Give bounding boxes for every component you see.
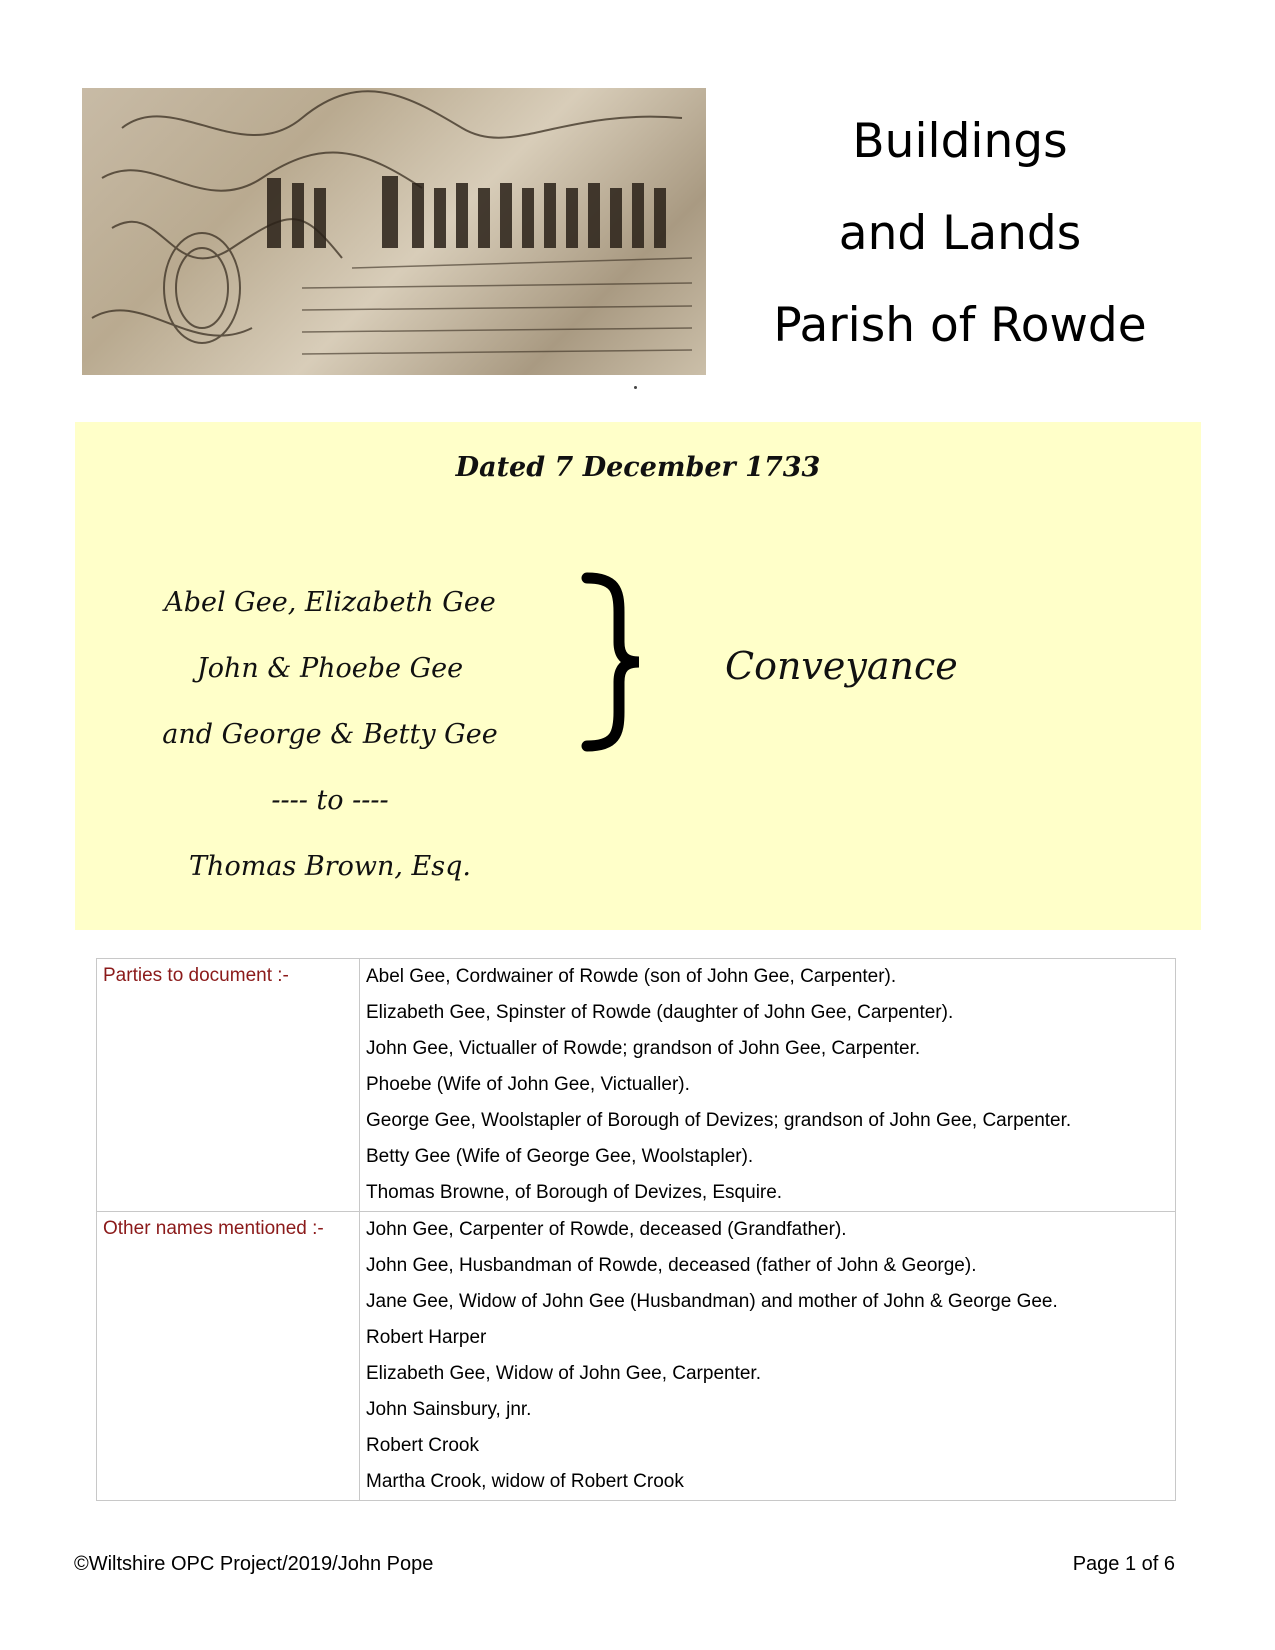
row-entries <box>360 959 1176 1212</box>
list-item: Martha Crook, widow of Robert Crook <box>366 1471 684 1492</box>
row-label: Other names mentioned :- <box>97 1212 360 1501</box>
table-row <box>97 959 1176 1212</box>
list-item: Thomas Browne, of Borough of Devizes, Esquire. <box>366 1182 783 1203</box>
list-item: Elizabeth Gee, Spinster of Rowde (daughter of John Gee, Carpenter). <box>366 1002 954 1023</box>
list-item: Betty Gee (Wife of George Gee, Woolstapler). <box>366 1146 754 1167</box>
table-row <box>97 1212 1176 1501</box>
party-line-1: Abel Gee, Elizabeth Gee <box>164 587 496 618</box>
list-item: John Sainsbury, jnr. <box>366 1399 532 1420</box>
row-entries <box>360 1212 1176 1501</box>
names-table <box>96 958 1176 1501</box>
document-type: Conveyance <box>725 644 958 688</box>
row-label: Parties to document :- <box>97 959 360 1212</box>
document-date: Dated 7 December 1733 <box>455 452 821 483</box>
page-number: Page 1 of 6 <box>1072 1553 1175 1575</box>
list-item: Abel Gee, Cordwainer of Rowde (son of John Gee, Carpenter). <box>366 966 897 987</box>
list-item: John Gee, Victualler of Rowde; grandson of John Gee, Carpenter. <box>366 1038 921 1059</box>
party-line-3: and George & Betty Gee <box>162 719 498 750</box>
list-item: George Gee, Woolstapler of Borough of Devizes; grandson of John Gee, Carpenter. <box>366 1110 1072 1131</box>
title-line-1: Buildings <box>852 114 1068 169</box>
copyright-notice: ©Wiltshire OPC Project/2019/John Pope <box>74 1553 434 1575</box>
list-item: John Gee, Husbandman of Rowde, deceased (father of John & George). <box>366 1255 977 1276</box>
curly-brace-icon <box>575 572 645 752</box>
list-item: Jane Gee, Widow of John Gee (Husbandman) and mother of John & George Gee. <box>366 1291 1058 1312</box>
list-item: John Gee, Carpenter of Rowde, deceased (Grandfather). <box>366 1219 847 1240</box>
party-line-4: ---- to ---- <box>271 785 389 816</box>
list-item: Elizabeth Gee, Widow of John Gee, Carpenter. <box>366 1363 761 1384</box>
party-line-5: Thomas Brown, Esq. <box>189 851 471 882</box>
stray-dot <box>634 386 637 389</box>
summary-panel <box>75 422 1201 930</box>
title-line-2: and Lands <box>838 206 1082 261</box>
list-item: Robert Crook <box>366 1435 479 1456</box>
page-title <box>740 96 1180 372</box>
indenture-deed-icon <box>82 88 706 375</box>
party-line-2: John & Phoebe Gee <box>196 653 464 684</box>
indenture-deed-image <box>82 88 706 375</box>
list-item: Robert Harper <box>366 1327 487 1348</box>
parties-list <box>135 570 525 900</box>
list-item: Phoebe (Wife of John Gee, Victualler). <box>366 1074 690 1095</box>
title-line-3: Parish of Rowde <box>773 298 1147 353</box>
